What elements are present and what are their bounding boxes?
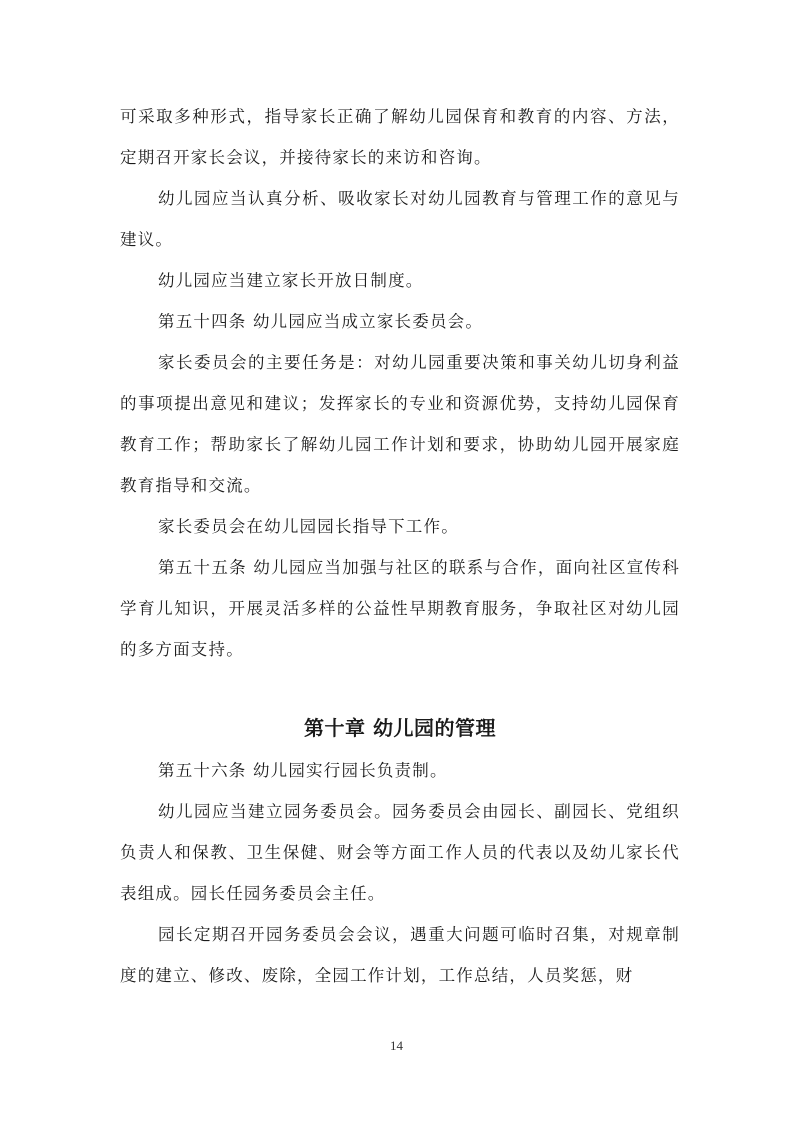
paragraph-article-54: 第五十四条 幼儿园应当成立家长委员会。 <box>158 312 484 331</box>
page-number: 14 <box>390 1038 403 1053</box>
chapter-heading: 第十章 幼儿园的管理 <box>304 716 496 740</box>
paragraph-committee-tasks: 家长委员会的主要任务是：对幼儿园重要决策和事关幼儿切身利益的事项提出意见和建议；发挥家长的专业和资源优势，支持幼儿园保育教育工作；帮助家长了解幼儿园工作计划和要求，协助幼儿园开展家庭教育指导和交流。 <box>120 353 680 495</box>
paragraph-article-55: 第五十五条 幼儿园应当加强与社区的联系与合作，面向社区宣传科学育儿知识，开展灵活多样的公益性早期教育服务，争取社区对幼儿园的多方面支持。 <box>120 558 680 659</box>
paragraph-guidance: 可采取多种形式，指导家长正确了解幼儿园保育和教育的内容、方法，定期召开家长会议，并接待家长的来访和咨询。 <box>120 107 680 167</box>
paragraph-article-56: 第五十六条 幼儿园实行园长负责制。 <box>158 761 448 780</box>
paragraph-committee-meetings: 园长定期召开园务委员会会议，遇重大问题可临时召集，对规章制度的建立、修改、废除，全园工作计划，工作总结，人员奖惩，财 <box>120 925 680 985</box>
paragraph-open-day: 幼儿园应当建立家长开放日制度。 <box>158 271 424 290</box>
paragraph-committee-guidance: 家长委员会在幼儿园园长指导下工作。 <box>158 517 459 536</box>
paragraph-affairs-committee: 幼儿园应当建立园务委员会。园务委员会由园长、副园长、党组织负责人和保教、卫生保健、财会等方面工作人员的代表以及幼儿家长代表组成。园长任园务委员会主任。 <box>120 802 680 903</box>
body-text <box>120 96 680 996</box>
paragraph-parent-feedback: 幼儿园应当认真分析、吸收家长对幼儿园教育与管理工作的意见与建议。 <box>120 189 680 249</box>
